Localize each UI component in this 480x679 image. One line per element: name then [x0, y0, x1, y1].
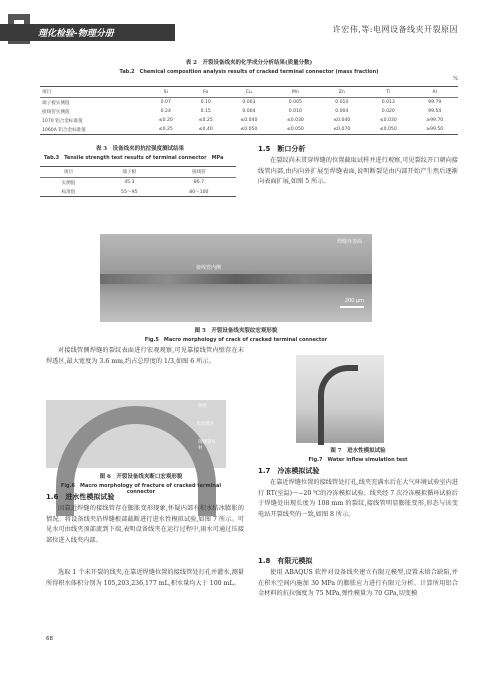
section-1-5-heading: 1.5 断口分析 [258, 145, 306, 153]
tab3-header-cell: 接线管 [162, 167, 236, 178]
tab2-header-cell: Mn [272, 87, 318, 98]
table-cell: ≤0.050 [226, 125, 272, 135]
table-cell: ≥99.50 [412, 125, 459, 135]
fig6-label-weld: 焊缝 [198, 404, 207, 409]
section-1-6-text2: 选取 1 个未开裂的线夹,在靠近焊缝位置的接线管处打孔并灌水,测量所得积水体积分别为 105,203,236,177 mL,积水量均大于 100 mL。 [46, 569, 244, 587]
table-cell: ≤0.030 [286, 118, 304, 123]
table2-caption-en: Tab.2 Chemical composition analysis results of cracked terminal connector (mass fraction) [119, 69, 379, 75]
table-cell: ≤0.25 [146, 125, 186, 135]
table-cell: 55～95 [97, 187, 162, 197]
table-cell: 1070 铝合金标准值 [42, 118, 83, 124]
table-cell: 0.004 [335, 109, 349, 114]
table-cell: ≤0.040 [240, 118, 258, 123]
tab2-header-cell: Ti [365, 87, 411, 98]
table-cell: 0.010 [288, 109, 302, 114]
table3-caption-cn: 表 3 设备线夹的抗拉强度测试结果 [95, 146, 185, 152]
table3-caption-en [40, 154, 240, 161]
table-cell: 80～100 [162, 187, 236, 197]
table-cell: 0.004 [242, 109, 256, 114]
table-cell: ≤0.25 [198, 118, 213, 123]
table-cell: 1060A 铝合金标准值 [40, 125, 146, 135]
table-cell: 0.24 [160, 109, 171, 114]
fig6-fracture-photo [46, 400, 226, 468]
fig5-caption-cn: 图 5 开裂设备线夹裂纹宏观形貌 [194, 328, 278, 334]
table-cell: ≤0.030 [379, 118, 397, 123]
table-row [40, 125, 458, 135]
section-1-8-heading: 1.8 有限元模拟 [258, 557, 313, 565]
fig5-scale-bar [340, 306, 364, 308]
fig6-label-unfused: 未焊透区 [196, 422, 214, 427]
section-1-8-text: 使用 ABAQUS 软件对设备线夹建立有限元模型,设置未熔合缺陷,并在积水空间内施加 30 MPa 的膨胀应力进行有限元分析。计算所用铝合金材料的抗拉强度为 75 MPa,弹性模量为 70 GPa,切变模 [258, 569, 458, 598]
table-cell: 0.005 [288, 100, 302, 105]
tab3-header-cell: 端子板 [97, 167, 162, 178]
fig7-caption-en: Fig.7 Water inflow simulation test [308, 457, 408, 463]
fig5-label-weld-surface: 焊缝外表面 [336, 239, 362, 245]
table-cell: ≤0.40 [186, 125, 226, 135]
table-cell: 标准值 [40, 187, 97, 197]
table-cell: 端子板实测值 [42, 100, 70, 106]
table3 [40, 166, 236, 197]
table-cell: 0.003 [242, 100, 256, 105]
table2 [40, 86, 458, 135]
table-cell: 实测值 [61, 180, 76, 186]
table-cell: 0.07 [160, 100, 171, 105]
table-cell: 0.15 [200, 109, 211, 114]
table-cell: ≤0.050 [272, 125, 318, 135]
table-cell: ≤0.20 [158, 118, 173, 123]
table-cell: ≤0.040 [333, 118, 351, 123]
tab2-header-cell: Si [146, 87, 186, 98]
table-row [40, 178, 236, 188]
section-1-7-text: 在靠近焊缝位置的接线管处打孔,线夹充满水后在大气环境试验室内进行 RT(室温)～−20 ℃的冷冻模拟试验。线夹经 7 次冷冻模拟循环试验后于焊缝处出现长度为 108 mm 的裂纹,接线管明显膨胀变形,形态与该变电站开裂线夹的一致,如图 8 所示。 [258, 479, 458, 518]
table-row [40, 187, 236, 197]
running-title: 许宏伟,等:电网设备线夹开裂原因 [332, 25, 458, 34]
fig5-caption-en: Fig.5 Macro morphology of crack of cracked terminal connector [144, 337, 328, 343]
tab2-header-cell: Cu [226, 87, 272, 98]
crack-band [100, 274, 372, 284]
table-row [40, 116, 458, 125]
table-cell: 0.013 [381, 100, 395, 105]
section-1-7-heading: 1.7 冷冻模拟试验 [258, 467, 320, 475]
fig6-label-tube: 接线管母材 [198, 440, 216, 451]
table-cell: 0.010 [335, 100, 349, 105]
table-cell: 0.020 [381, 109, 395, 114]
table-cell: 接线管实测值 [42, 109, 70, 115]
table-cell: 99.54 [428, 109, 442, 114]
fig7-caption [258, 446, 458, 463]
tab2-header-cell: Zn [319, 87, 365, 98]
table2-unit: % [453, 76, 458, 82]
fig7-water-photo [296, 355, 384, 443]
section-1-5-text: 在裂纹尚未贯穿焊缝的位置截取试样并进行观察,可见裂纹开口朝向接线管内部,由内向外扩展至焊缝表面,说明断裂是由内部开始产生然后逐渐向表面扩展,如图 5 所示。 [258, 157, 458, 186]
fig5-caption [100, 326, 372, 343]
fig6-caption-cn: 图 6 开裂设备线夹断口宏观形貌 [99, 474, 183, 480]
fig5-scale-label: 200 μm [344, 298, 364, 304]
fig6-caption-en: Fig.6 Macro morphology of fracture of cracked terminal connector [60, 483, 222, 495]
fig5-crack-photo [100, 234, 372, 322]
journal-name: 理化检验-物理分册 [38, 29, 114, 39]
table3-block [40, 144, 240, 161]
table3-unit: MPa [211, 155, 224, 161]
page-number: 68 [46, 636, 53, 642]
table-cell: 45.3 [124, 180, 135, 185]
fig5-label-inner: 接线管内侧 [196, 265, 222, 271]
tab2-header-cell: 项目 [40, 87, 146, 98]
table-cell: ≤0.070 [319, 125, 365, 135]
tab2-header-cell: Fe [186, 87, 226, 98]
page-header [0, 0, 480, 48]
table-cell: ≥99.70 [426, 118, 444, 123]
section-1-6-heading: 1.6 进水性模拟试验 [46, 493, 115, 501]
table-cell: 99.79 [428, 100, 442, 105]
fig7-caption-cn: 图 7 进水性模拟试验 [330, 448, 386, 454]
table-cell: 0.10 [200, 100, 211, 105]
table-cell: ≤0.050 [365, 125, 411, 135]
table-cell: 86.7 [193, 180, 204, 185]
table-row [40, 107, 458, 116]
table2-caption-cn: 表 2 开裂设备线夹的化学成分分析结果(质量分数) [185, 60, 313, 66]
water-pipe [318, 365, 358, 445]
table-row [40, 98, 458, 108]
table2-block [40, 58, 458, 75]
section-1-6-text: 因靠近焊缝的接线管存在膨胀变形现象,怀疑内部有积水结冰膨胀的情况。将设备线夹沿焊缝根部截断进行进水性模拟试验,如图 7 所示。可见水可由线夹顶部流到下端,表明设备线夹在运行过程中,雨水可通过压接部位进入线夹内部。 [46, 505, 244, 544]
tab3-header-cell: 项目 [40, 167, 97, 178]
fig6-intro-text: 对接线管侧焊缝的裂纹表面进行宏观观察,可见靠接线管内壁存在未焊透区,最大宽度为 3.6 mm,约占总厚度的 1/3,如图 6 所示。 [46, 347, 244, 365]
tab2-header-cell: Al [412, 87, 459, 98]
table3-caption-en-text: Tab.3 Tensile strength test results of terminal connector [44, 155, 207, 161]
